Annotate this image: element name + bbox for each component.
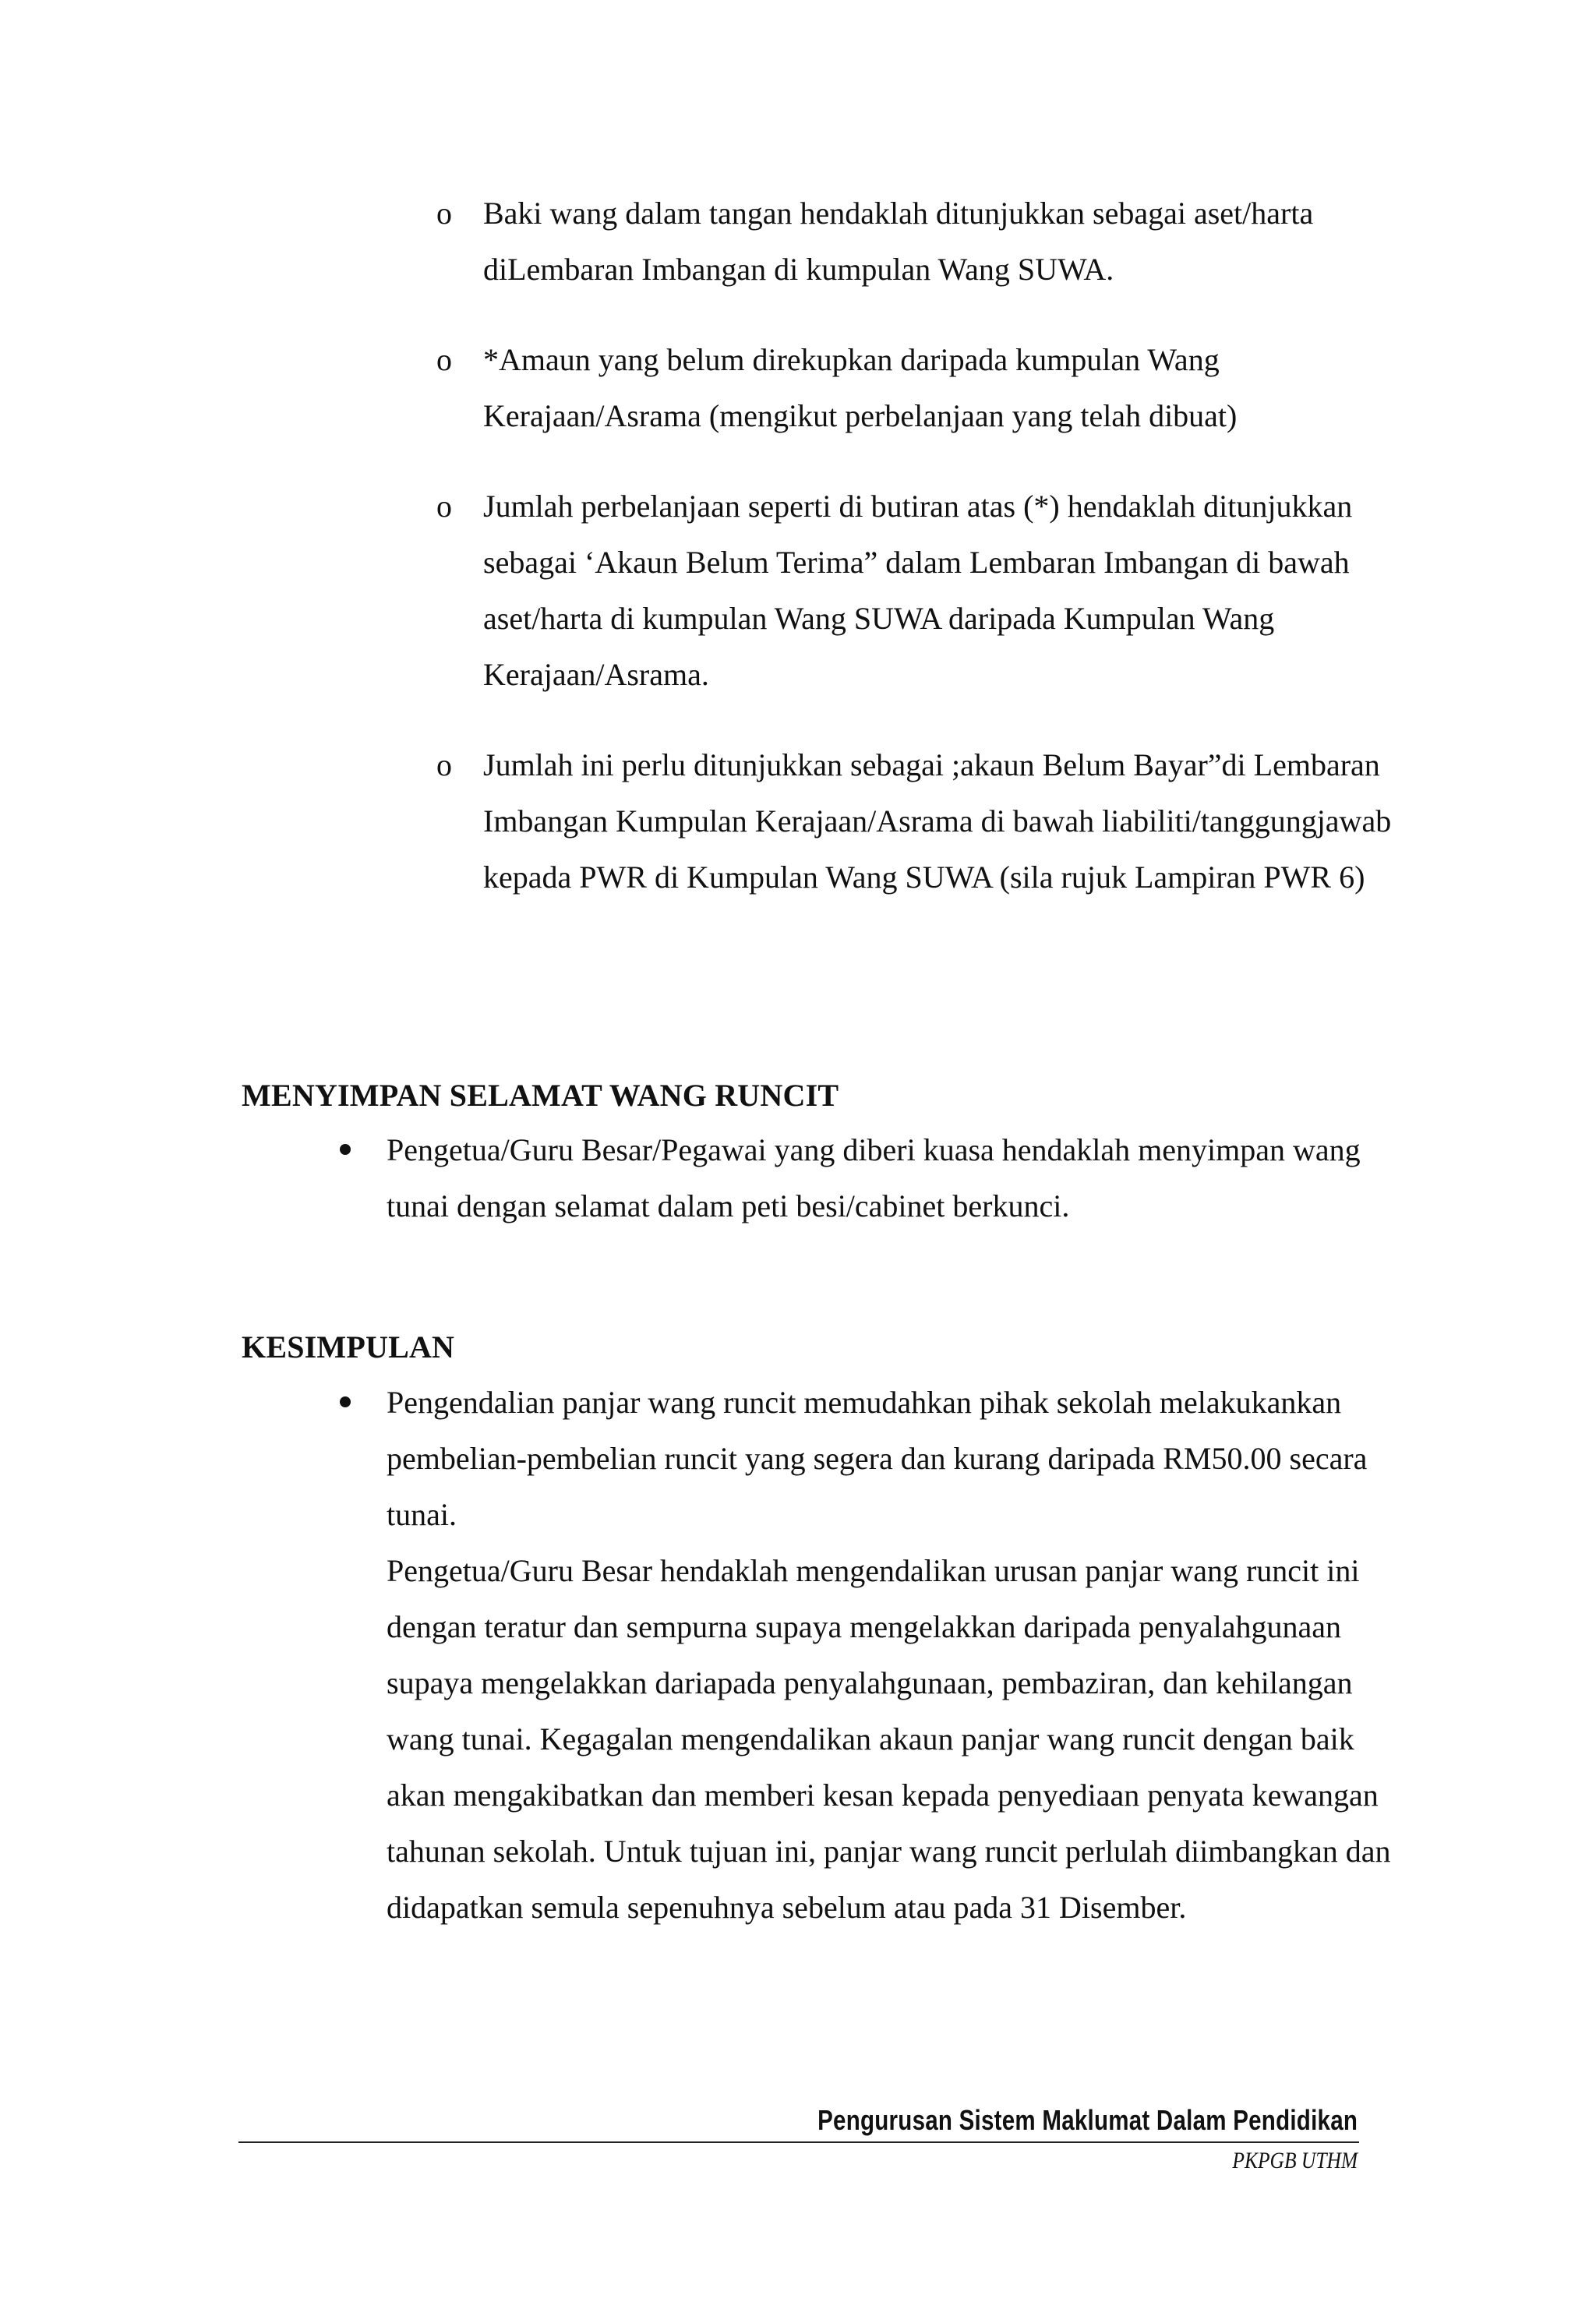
- sub-bullet-item: [436, 737, 1403, 906]
- sub-bullet-item: [436, 332, 1403, 444]
- sub-bullet-item: [436, 185, 1403, 298]
- bullet-paragraph: Pengetua/Guru Besar/Pegawai yang diberi kuasa hendaklah menyimpan wang tunai dengan selamat dalam peti besi/cabinet berkunci.: [387, 1132, 1361, 1223]
- sub-bullet-text: *Amaun yang belum direkupkan daripada kumpulan Wang Kerajaan/Asrama (mengikut perbelanjaan yang telah dibuat): [483, 342, 1238, 433]
- section-heading-safekeeping: MENYIMPAN SELAMAT WANG RUNCIT: [242, 1078, 839, 1113]
- sub-bullet-list: [0, 185, 1596, 940]
- sub-bullet-marker: o: [436, 196, 452, 231]
- bullet-paragraph: Pengetua/Guru Besar hendaklah mengendalikan urusan panjar wang runcit ini dengan teratur dan sempurna supaya mengelakkan daripada penyalahgunaan supaya mengelakkan dariapada penyalahgunaan, pembaziran, dan kehilangan wang tunai. Kegagalan mengendalikan akaun panjar wang runcit dengan baik akan mengakibatkan dan memberi kesan kepada penyediaan penyata kewangan tahunan sekolah. Untuk tujuan ini, panjar wang runcit perlulah diimbangkan dan didapatkan semula sepenuhnya sebelum atau pada 31 Disember.: [387, 1553, 1391, 1925]
- safekeeping-bullet-list: [0, 1122, 1596, 1234]
- sub-bullet-marker: o: [436, 747, 452, 782]
- sub-bullet-marker: o: [436, 489, 452, 524]
- footer-subtitle: PKPGB UTHM: [1232, 2148, 1358, 2173]
- sub-bullet-text: Jumlah perbelanjaan seperti di butiran atas (*) hendaklah ditunjukkan sebagai ‘Akaun Belum Terima” dalam Lembaran Imbangan di bawah aset/harta di kumpulan Wang SUWA daripada Kumpulan Wang Kerajaan/Asrama.: [483, 489, 1353, 692]
- sub-bullet-marker: o: [436, 342, 452, 377]
- conclusion-bullet-list: [0, 1375, 1596, 1936]
- bullet-paragraph: Pengendalian panjar wang runcit memudahkan pihak sekolah melakukankan pembelian-pembelian runcit yang segera dan kurang daripada RM50.00 secara tunai.: [387, 1385, 1368, 1532]
- footer-divider: [238, 2141, 1359, 2143]
- bullet-dot-icon: [340, 1396, 351, 1407]
- bullet-item: [335, 1122, 1415, 1234]
- bullet-dot-icon: [340, 1144, 351, 1155]
- section-heading-conclusion: KESIMPULAN: [242, 1329, 455, 1365]
- footer-title: Pengurusan Sistem Maklumat Dalam Pendidikan: [817, 2104, 1358, 2136]
- bullet-item: [335, 1375, 1415, 1936]
- sub-bullet-text: Jumlah ini perlu ditunjukkan sebagai ;akaun Belum Bayar”di Lembaran Imbangan Kumpulan Kerajaan/Asrama di bawah liabiliti/tanggungjawab kepada PWR di Kumpulan Wang SUWA (sila rujuk Lampiran PWR 6): [483, 747, 1392, 895]
- sub-bullet-item: [436, 478, 1403, 703]
- sub-bullet-text: Baki wang dalam tangan hendaklah ditunjukkan sebagai aset/harta diLembaran Imbangan di kumpulan Wang SUWA.: [483, 196, 1314, 287]
